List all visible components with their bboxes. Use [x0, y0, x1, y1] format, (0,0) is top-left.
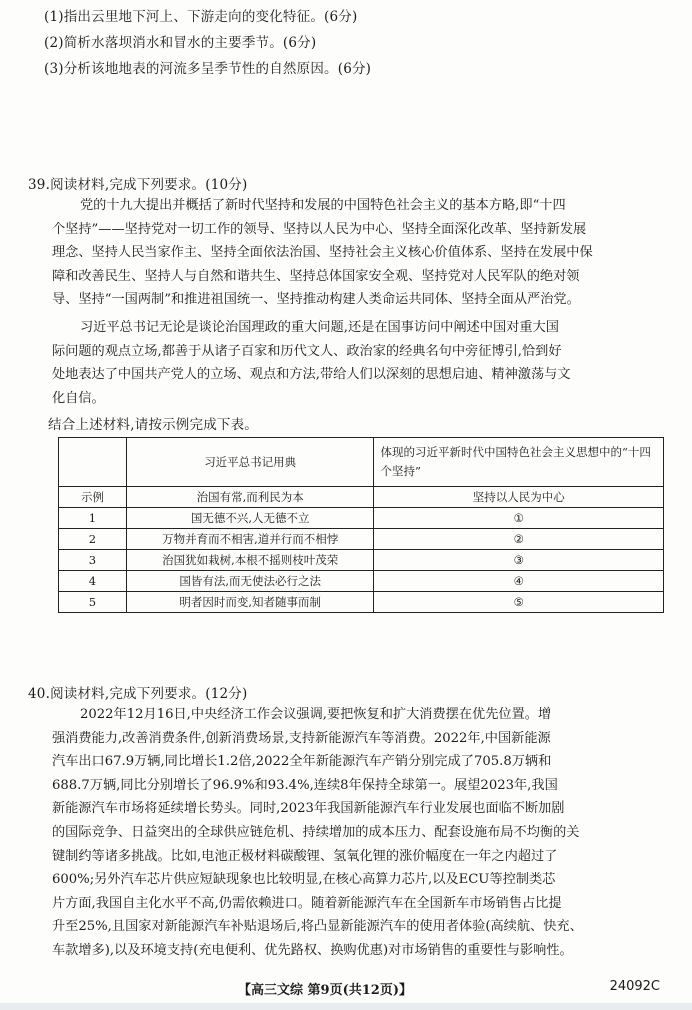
- text-line: 车款增多),以及环境支持(充电便利、优先路权、换购优惠)对市场销售的重要性与影响性。: [52, 942, 573, 958]
- text-line: 理念、坚持人民当家作主、坚持全面依法治国、坚持社会主义核心价值体系、坚持在发展中保: [52, 245, 593, 261]
- exam-code: 24092C: [609, 979, 660, 994]
- text-line: 习近平总书记无论是谈论治国理政的重大问题,还是在国事访问中阐述中国对重大国: [80, 320, 559, 335]
- text-line: 的国际竞争、日益突出的全球供应链危机、持续增加的成本压力、配套设施布局不均衡的关: [52, 824, 580, 840]
- table-row: [59, 508, 664, 529]
- text-line: 强消费能力,改善消费条件,创新消费场景,支持新能源汽车等消费。2022年,中国新能源: [52, 730, 551, 746]
- table-row: [59, 487, 664, 508]
- text-line: 键制约等诸多挑战。比如,电池正极材料碳酸锂、氢氧化锂的涨价幅度在一年之内超过了: [52, 848, 558, 864]
- row-quote: 明者因时而变,知者随事而制: [126, 592, 374, 613]
- text-line: 新能源汽车市场将延续增长势头。同时,2023年我国新能源汽车行业发展也面临不断加剧: [52, 801, 565, 817]
- q38-part-1: (1)指出云里地下河上、下游走向的变化特征。(6分): [44, 9, 358, 25]
- row-number: 2: [59, 529, 127, 550]
- text-line: 党的十九大提出并概括了新时代坚持和发展的中国特色社会主义的基本方略,即“十四: [80, 198, 566, 213]
- row-answer: 坚持以人民为中心: [374, 487, 664, 508]
- text-line: 600%;另外汽车芯片供应短缺现象也比较明显,在核心高算力芯片,以及ECU等控制类芯: [52, 872, 556, 888]
- row-quote: 万物并育而不相害,道并行而不相悖: [126, 529, 374, 550]
- row-number: 示例: [59, 487, 127, 508]
- q39-instruction: 结合上述材料,请按示例完成下表。: [48, 417, 258, 433]
- text-line: 化自信。: [52, 390, 105, 406]
- table-header-quote: 习近平总书记用典: [126, 438, 374, 487]
- text-line: 升至25%,且国家对新能源汽车补贴退场后,将凸显新能源汽车的使用者体验(高续航、快充、: [52, 919, 583, 935]
- q38-part-2: (2)简析水落坝消水和冒水的主要季节。(6分): [44, 35, 317, 51]
- q38-part-3: (3)分析该地地表的河流多呈季节性的自然原因。(6分): [44, 61, 372, 77]
- row-quote: 国无德不兴,人无德不立: [126, 508, 374, 529]
- text-line: 个坚持”——坚持党对一切工作的领导、坚持以人民为中心、坚持全面深化改革、坚持新发展: [52, 221, 587, 237]
- q40-paragraph: [52, 703, 583, 963]
- table-header-row: [59, 438, 664, 487]
- text-line: 导、坚持“一国两制”和推进祖国统一、坚持推动构建人类命运共同体、坚持全面从严治党。: [52, 292, 580, 308]
- text-line: 处地表达了中国共产党人的立场、观点和方法,带给人们以深刻的思想启迪、精神激荡与文: [52, 367, 571, 383]
- text-line: 2022年12月16日,中央经济工作会议强调,要把恢复和扩大消费摆在优先位置。增: [80, 707, 552, 722]
- row-number: 5: [59, 592, 127, 613]
- q40-title: 40.阅读材料,完成下列要求。(12分): [28, 686, 248, 702]
- q39-paragraph-2: [52, 316, 571, 410]
- row-answer: ②: [374, 529, 664, 550]
- text-line: 688.7万辆,同比分别增长了96.9%和93.4%,连续8年保持全球第一。展望2023年,我国: [52, 777, 558, 793]
- text-line: 际问题的观点立场,都善于从诸子百家和历代文人、政治家的经典名句中旁征博引,恰到好: [52, 343, 562, 359]
- table-row: [59, 529, 664, 550]
- row-answer: ⑤: [374, 592, 664, 613]
- table-header-principle: 体现的习近平新时代中国特色社会主义思想中的“十四个坚持”: [374, 438, 664, 487]
- text-line: 片方面,我国自主化水平不高,仍需依赖进口。随着新能源汽车在全国新车市场销售占比提: [52, 895, 562, 911]
- table-row: [59, 571, 664, 592]
- bottom-edge: [0, 1003, 692, 1010]
- row-quote: 国皆有法,而无使法必行之法: [126, 571, 374, 592]
- text-line: 汽车出口67.9万辆,同比增长1.2倍,2022全年新能源汽车产销分别完成了705.8万辆和: [52, 754, 552, 770]
- answer-table: [58, 437, 664, 613]
- row-answer: ①: [374, 508, 664, 529]
- table-row: [59, 592, 664, 613]
- page-footer: 【高三文综 第9页(共12页)】: [238, 983, 412, 998]
- row-quote: 治国犹如栽树,本根不摇则枝叶茂荣: [126, 550, 374, 571]
- q39-paragraph-1: [52, 194, 593, 312]
- row-number: 3: [59, 550, 127, 571]
- row-answer: ③: [374, 550, 664, 571]
- table-header-empty: [59, 438, 127, 487]
- q39-title: 39.阅读材料,完成下列要求。(10分): [28, 177, 248, 193]
- text-line: 障和改善民生、坚持人与自然和谐共生、坚持总体国家安全观、坚持党对人民军队的绝对领: [52, 268, 580, 284]
- table-row: [59, 550, 664, 571]
- row-number: 1: [59, 508, 127, 529]
- row-number: 4: [59, 571, 127, 592]
- row-quote: 治国有常,而利民为本: [126, 487, 374, 508]
- row-answer: ④: [374, 571, 664, 592]
